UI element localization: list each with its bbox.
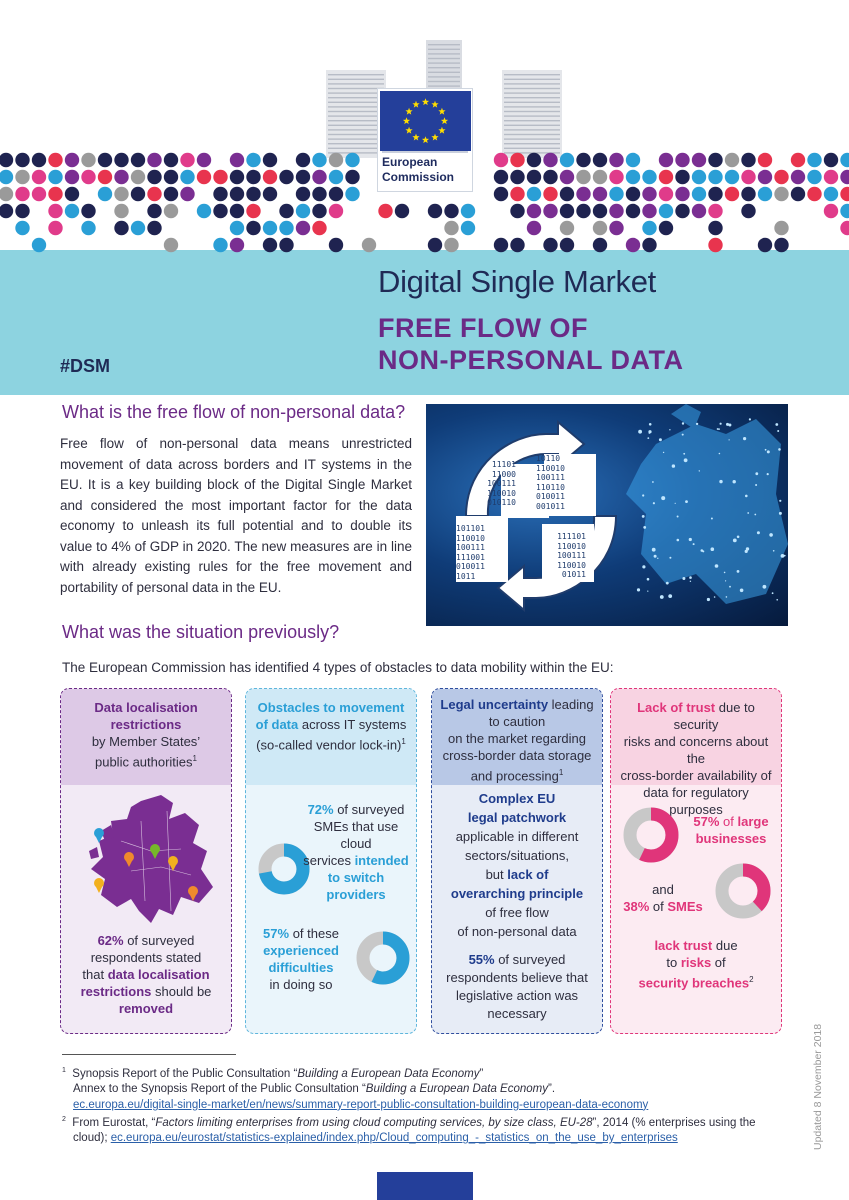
card1-title: Data localisation restrictions by Member States’ public authorities$^1$ [61, 689, 231, 785]
card3-stat: 55% of surveyed respondents believe that legislative action was necessary [446, 952, 588, 1021]
updated-date: Updated 8 November 2018 [812, 1023, 824, 1150]
eu-flag-icon [380, 91, 471, 151]
section1-body: Free flow of non-personal data means unrestricted movement of data across borders and IT systems in the EU. It is a key building block of the Digital Single Market and considered the most important factor for the data economy to unleash its full potential and to double its value to 4% of GDP in 2020. The new measures are in line with already existing rules for the free movement and portability of personal data in the EU. [60, 436, 412, 595]
obstacle-card-lack-of-trust [610, 688, 782, 1034]
europe-network-image [426, 404, 788, 626]
bottom-blue-tab [377, 1172, 473, 1200]
card1-stat: 62% of surveyed respondents stated that data localisation restrictions should be removed [80, 933, 212, 1016]
card4-stat-c: lack trust due to risks of security breaches$^2$ [638, 938, 754, 991]
donut-57-large-icon [623, 807, 679, 863]
footnote-1-link[interactable]: ec.europa.eu/digital-single-market/en/news/summary-report-public-consultation-building-european-data-economy [73, 1098, 649, 1111]
binary-text-tr: 10110 110010 100111 110110 010011 001011 [536, 454, 565, 511]
footnote-2: $^2$ From Eurostat, “Factors limiting enterprises from using cloud computing services, by size class, EU-28”, 2014 (% enterprises using the cloud); ec.europa.eu/eurostat/statistics-explained/index.php/Cloud_computing_-_statistics_on_the_use_by_enterprises [62, 1116, 756, 1145]
header-banner [0, 0, 849, 395]
card2-title: Obstacles to movement of data across IT systems (so-called vendor lock-in)$^1$ [246, 689, 416, 785]
footnote-2-link[interactable]: ec.europa.eu/eurostat/statistics-explained/index.php/Cloud_computing_-_statistics_on_the_use_by_enterprises [110, 1132, 678, 1145]
donut-38-icon [715, 863, 771, 919]
card2-stat-b: 57% of these experienced difficulties in doing so [263, 926, 339, 992]
card3-patchwork: Complex EU legal patchwork applicable in different sectors/situations, but lack of overarching principle of free flow of non-personal data [450, 791, 584, 939]
section2-lead: The European Commission has identified 4 types of obstacles to data mobility within the EU: [62, 660, 614, 675]
card4-title: Lack of trust due to security risks and concerns about the cross-border availability of data for regulatory purposes [611, 689, 781, 785]
footnote-divider [62, 1054, 236, 1055]
card4-stat-a: 57% of large businesses [693, 814, 769, 846]
binary-text-tl: 11101 11000 100111 110010 010110 [487, 460, 516, 507]
section1-heading: What is the free flow of non-personal data? [62, 402, 406, 422]
logo-line2: Commission [382, 170, 455, 184]
binary-text-br: 111101 110010 100111 110010 01011 [557, 532, 586, 579]
card2-stat-a: 72% of surveyed SMEs that use cloud services intended to switch providers [303, 802, 409, 902]
obstacle-card-legal-uncertainty [431, 688, 603, 1034]
section2-heading: What was the situation previously? [62, 622, 340, 642]
binary-text-bl: 101101 110010 100111 111001 010011 1011 [456, 524, 485, 581]
obstacle-card-localisation [60, 688, 232, 1034]
page-title: Digital Single Market [378, 264, 656, 299]
eu-map-icon [81, 791, 221, 931]
donut-57-icon [356, 931, 410, 985]
european-commission-logo [377, 88, 473, 192]
logo-line1: European [382, 155, 438, 169]
footnote-1: $^1$ Synopsis Report of the Public Consultation “Building a European Data Economy” Annex to the Synopsis Report of the Public Consultation “Building a European Data Economy”. ec.europa.eu/digital-single-market/en/news/summary-report-public-consultation-building-european-data-economy [62, 1067, 649, 1111]
page-subtitle: FREE FLOW OF NON-PERSONAL DATA [378, 313, 684, 375]
card3-title: Legal uncertainty leading to caution on the market regarding cross-border data storage and processing$^1$ [432, 689, 602, 785]
obstacle-card-vendor-lockin [245, 688, 417, 1034]
card4-stat-b: and 38% of SMEs [623, 882, 703, 914]
hashtag: #DSM [60, 356, 111, 376]
